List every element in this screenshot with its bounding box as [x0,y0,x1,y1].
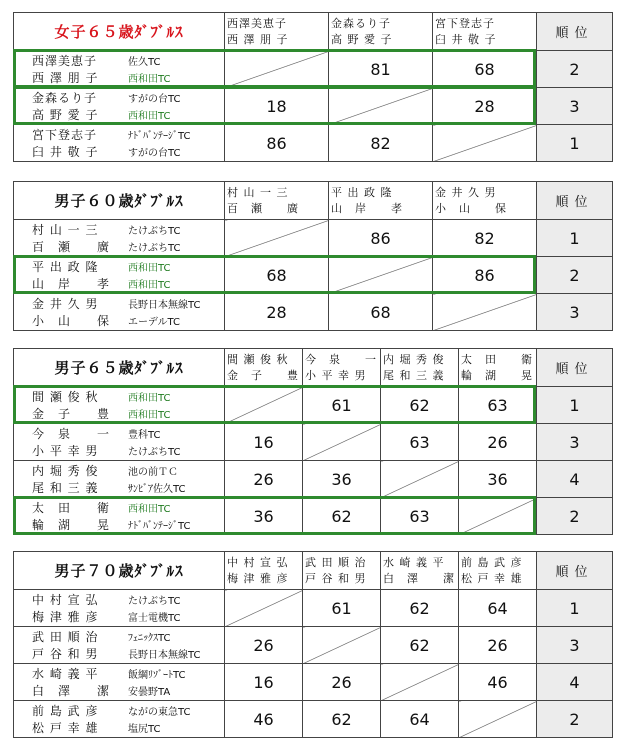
column-header-pair [381,552,459,590]
player-line [14,645,224,662]
player-name: 松 戸 幸 雄 [32,721,99,735]
rank-header: 順位 [537,552,613,590]
club-name: すがの台TC [128,94,181,105]
player-line [14,238,224,255]
score-cell: 63 [381,498,459,535]
player-line [14,126,224,143]
player-line [14,702,224,719]
player-line [14,275,224,292]
club-name: ﾅﾄﾞﾊﾞﾝﾃｰｼﾞTC [128,131,191,142]
self-match-cell [225,51,329,88]
column-header-pair [225,182,329,220]
player-name: 間 瀬 俊 秋 [32,390,99,404]
player-name: 梅 津 雅 彦 [32,610,99,624]
player-line [14,425,224,442]
player-line [14,591,224,608]
pair-cell [14,461,225,498]
player-name: 今 泉 一 [32,427,111,441]
column-header-pair [329,182,433,220]
column-header-player: 太 田 衛 [461,352,533,366]
score-cell: 16 [225,664,303,701]
score-cell: 61 [303,590,381,627]
player-line [14,258,224,275]
club-name: たけぶちTC [128,596,181,607]
rank-cell: 4 [537,664,613,701]
player-line [14,405,224,422]
club-name: 豊科TC [128,430,161,441]
pair-cell [14,88,225,125]
score-cell: 68 [433,51,537,88]
club-name: 西和田TC [128,74,171,85]
player-line [14,52,224,69]
score-cell: 36 [303,461,381,498]
rank-cell: 2 [537,498,613,535]
club-name: 飯綱ﾘｿﾞｰﾄTC [128,670,186,681]
club-name: ｻﾝﾋﾞｱ佐久TC [128,484,186,495]
self-match-cell [329,257,433,294]
score-cell: 36 [459,461,537,498]
club-name: ﾌｪﾆｯｸｽTC [128,633,171,644]
player-line [14,442,224,459]
score-cell: 68 [225,257,329,294]
column-header-pair [433,182,537,220]
club-name: 西和田TC [128,263,171,274]
column-header-player: 戸 谷 和 男 [305,571,367,585]
player-name: 小 平 幸 男 [32,444,99,458]
player-name: 太 田 衛 [32,501,111,515]
section-title: 女子６５歳ﾀﾞﾌﾞﾙｽ [14,13,225,51]
score-cell: 26 [459,627,537,664]
club-name: 西和田TC [128,280,171,291]
player-line [14,499,224,516]
player-name: 高 野 愛 子 [32,108,99,122]
rank-cell: 1 [537,220,613,257]
score-cell: 86 [225,125,329,162]
self-match-cell [225,220,329,257]
club-name: エーデルTC [128,317,181,328]
section-3 [13,348,612,535]
score-cell: 28 [433,88,537,125]
player-line [14,665,224,682]
score-cell: 28 [225,294,329,331]
player-line [14,143,224,160]
column-header-pair [329,13,433,51]
self-match-cell [225,387,303,424]
player-line [14,312,224,329]
pair-cell [14,701,225,738]
player-name: 金 子 豊 [32,407,111,421]
rank-cell: 4 [537,461,613,498]
score-cell: 26 [303,664,381,701]
rank-cell: 2 [537,51,613,88]
self-match-cell [381,664,459,701]
column-header-player: 内 堀 秀 俊 [383,352,445,366]
table-row [14,461,613,498]
pair-cell [14,627,225,664]
score-cell: 62 [303,701,381,738]
table-row [14,220,613,257]
player-name: 村 山 一 三 [32,223,99,237]
table-row [14,125,613,162]
column-header-player: 臼 井 敬 子 [435,32,497,46]
player-line [14,89,224,106]
self-match-cell [433,125,537,162]
table-row [14,590,613,627]
player-name: 輪 湖 晃 [32,518,111,532]
pair-cell [14,220,225,257]
player-name: 金森るり子 [32,91,98,105]
score-cell: 62 [381,590,459,627]
rank-cell: 2 [537,257,613,294]
club-name: 塩尻TC [128,724,161,735]
score-cell: 63 [459,387,537,424]
column-header-player: 宮下登志子 [435,16,495,30]
player-line [14,682,224,699]
self-match-cell [303,424,381,461]
column-header-player: 金 井 久 男 [435,185,497,199]
player-name: 前 島 武 彦 [32,704,99,718]
score-cell: 63 [381,424,459,461]
column-header-pair [459,552,537,590]
table-row [14,701,613,738]
rank-header: 順位 [537,182,613,220]
self-match-cell [303,627,381,664]
table-row [14,424,613,461]
score-cell: 61 [303,387,381,424]
player-name: 西澤美恵子 [32,54,98,68]
pair-cell [14,498,225,535]
player-name: 戸 谷 和 男 [32,647,99,661]
pair-cell [14,424,225,461]
table-row [14,627,613,664]
score-cell: 62 [381,387,459,424]
score-cell: 16 [225,424,303,461]
player-name: 中 村 宣 弘 [32,593,99,607]
pair-cell [14,387,225,424]
pair-cell [14,664,225,701]
rank-cell: 3 [537,424,613,461]
column-header-player: 小 平 幸 男 [305,368,367,382]
column-header-player: 百 瀬 廣 [227,201,299,215]
score-cell: 36 [225,498,303,535]
player-name: 金 井 久 男 [32,297,99,311]
column-header-player: 小 山 保 [435,201,507,215]
rank-header: 順位 [537,349,613,387]
section-4 [13,551,612,738]
table-row [14,664,613,701]
player-line [14,295,224,312]
pair-cell [14,590,225,627]
column-header-pair [303,349,381,387]
round-robin-table [13,12,613,162]
column-header-player: 山 岸 孝 [331,201,403,215]
column-header-pair [381,349,459,387]
column-header-player: 前 島 武 彦 [461,555,523,569]
player-line [14,516,224,533]
club-name: 佐久TC [128,57,161,68]
score-cell: 68 [329,294,433,331]
player-name: 西 澤 朋 子 [32,71,99,85]
column-header-player: 白 澤 潔 [383,571,455,585]
rank-cell: 3 [537,627,613,664]
score-cell: 64 [381,701,459,738]
player-line [14,719,224,736]
club-name: 西和田TC [128,393,171,404]
score-cell: 46 [459,664,537,701]
round-robin-table [13,348,613,535]
self-match-cell [459,701,537,738]
club-name: たけぶちTC [128,226,181,237]
score-cell: 26 [459,424,537,461]
self-match-cell [329,88,433,125]
club-name: 西和田TC [128,111,171,122]
column-header-player: 水 崎 義 平 [383,555,445,569]
club-name: 西和田TC [128,504,171,515]
score-cell: 81 [329,51,433,88]
score-cell: 62 [381,627,459,664]
column-header-pair [303,552,381,590]
column-header-pair [225,13,329,51]
score-cell: 46 [225,701,303,738]
player-name: 山 岸 孝 [32,277,111,291]
table-row [14,257,613,294]
score-cell: 82 [433,220,537,257]
club-name: たけぶちTC [128,243,181,254]
player-name: 百 瀬 廣 [32,240,111,254]
column-header-player: 金森るり子 [331,16,391,30]
column-header-player: 尾 和 三 義 [383,368,445,382]
table-row [14,88,613,125]
rank-cell: 2 [537,701,613,738]
rank-cell: 1 [537,125,613,162]
club-name: 池の前ＴＣ [128,467,178,478]
club-name: たけぶちTC [128,447,181,458]
self-match-cell [433,294,537,331]
player-line [14,69,224,86]
rank-header: 順位 [537,13,613,51]
column-header-player: 西澤美恵子 [227,16,287,30]
round-robin-table [13,181,613,331]
section-title: 男子６５歳ﾀﾞﾌﾞﾙｽ [14,349,225,387]
column-header-player: 今 泉 一 [305,352,377,366]
column-header-pair [459,349,537,387]
self-match-cell [459,498,537,535]
rank-cell: 3 [537,88,613,125]
club-name: 西和田TC [128,410,171,421]
column-header-player: 武 田 順 治 [305,555,367,569]
pair-cell [14,125,225,162]
pair-cell [14,257,225,294]
score-cell: 86 [329,220,433,257]
score-cell: 86 [433,257,537,294]
section-title: 男子６０歳ﾀﾞﾌﾞﾙｽ [14,182,225,220]
player-name: 内 堀 秀 俊 [32,464,99,478]
player-name: 武 田 順 治 [32,630,99,644]
column-header-player: 金 子 豊 [227,368,299,382]
rank-cell: 3 [537,294,613,331]
self-match-cell [225,590,303,627]
table-row [14,294,613,331]
table-row [14,387,613,424]
score-cell: 26 [225,461,303,498]
player-name: 白 澤 潔 [32,684,111,698]
club-name: 安曇野TA [128,687,171,698]
column-header-player: 間 瀬 俊 秋 [227,352,289,366]
player-line [14,628,224,645]
club-name: ながの東急TC [128,707,191,718]
score-cell: 18 [225,88,329,125]
player-name: 平 出 政 隆 [32,260,99,274]
column-header-player: 高 野 愛 子 [331,32,393,46]
club-name: 長野日本無線TC [128,300,201,311]
player-line [14,388,224,405]
score-cell: 64 [459,590,537,627]
column-header-pair [433,13,537,51]
pair-cell [14,294,225,331]
column-header-player: 西 澤 朋 子 [227,32,289,46]
section-1 [13,12,612,162]
score-cell: 82 [329,125,433,162]
player-name: 水 崎 義 平 [32,667,99,681]
column-header-player: 輪 湖 晃 [461,368,533,382]
round-robin-table [13,551,613,738]
club-name: すがの台TC [128,148,181,159]
column-header-player: 平 出 政 隆 [331,185,393,199]
club-name: 富士電機TC [128,613,181,624]
player-line [14,106,224,123]
rank-cell: 1 [537,590,613,627]
column-header-pair [225,349,303,387]
self-match-cell [381,461,459,498]
table-row [14,51,613,88]
column-header-player: 中 村 宣 弘 [227,555,289,569]
section-2 [13,181,612,331]
player-line [14,462,224,479]
column-header-player: 梅 津 雅 彦 [227,571,289,585]
player-name: 尾 和 三 義 [32,481,99,495]
player-name: 小 山 保 [32,314,111,328]
section-title: 男子７０歳ﾀﾞﾌﾞﾙｽ [14,552,225,590]
column-header-player: 松 戸 幸 雄 [461,571,523,585]
player-line [14,608,224,625]
player-name: 宮下登志子 [32,128,98,142]
club-name: ﾅﾄﾞﾊﾞﾝﾃｰｼﾞTC [128,521,191,532]
rank-cell: 1 [537,387,613,424]
player-name: 臼 井 敬 子 [32,145,99,159]
score-cell: 62 [303,498,381,535]
player-line [14,479,224,496]
pair-cell [14,51,225,88]
club-name: 長野日本無線TC [128,650,201,661]
column-header-pair [225,552,303,590]
player-line [14,221,224,238]
column-header-player: 村 山 一 三 [227,185,289,199]
score-cell: 26 [225,627,303,664]
table-row [14,498,613,535]
